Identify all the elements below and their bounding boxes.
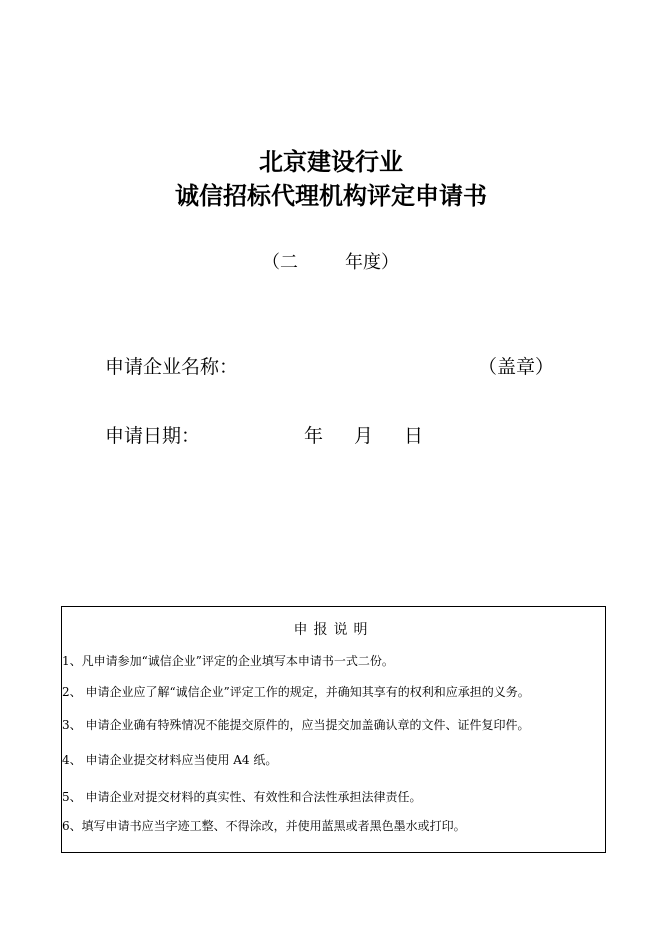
date-day: 日: [404, 425, 424, 447]
date-month: 月: [354, 425, 374, 447]
note-item: 6、填写申请书应当字迹工整、不得涂改，并使用蓝黑或者黑色墨水或打印。: [62, 819, 466, 833]
title-line-1: 北京建设行业: [259, 148, 403, 176]
note-item: 1、凡申请参加“诚信企业”评定的企业填写本申请书一式二份。: [62, 654, 394, 668]
seal-label: （盖章）: [478, 356, 555, 378]
company-name-label: 申请企业名称：: [105, 356, 239, 378]
note-item: 2、 申请企业应了解“诚信企业”评定工作的规定，并确知其享有的权利和应承担的义务。: [62, 685, 530, 699]
notes-heading: 申报说明: [293, 622, 374, 638]
note-item: 5、 申请企业对提交材料的真实性、有效性和合法性承担法律责任。: [62, 790, 422, 804]
year-open: （二: [262, 252, 298, 273]
date-year: 年: [304, 425, 324, 447]
notes-box: [61, 606, 606, 853]
note-item: 4、 申请企业提交材料应当使用 A4 纸。: [62, 753, 278, 767]
title-line-2: 诚信招标代理机构评定申请书: [175, 182, 487, 210]
date-label: 申请日期：: [105, 425, 201, 447]
year-close: 年度）: [345, 252, 399, 273]
note-item: 3、 申请企业确有特殊情况不能提交原件的，应当提交加盖确认章的文件、证件复印件。: [62, 718, 530, 732]
